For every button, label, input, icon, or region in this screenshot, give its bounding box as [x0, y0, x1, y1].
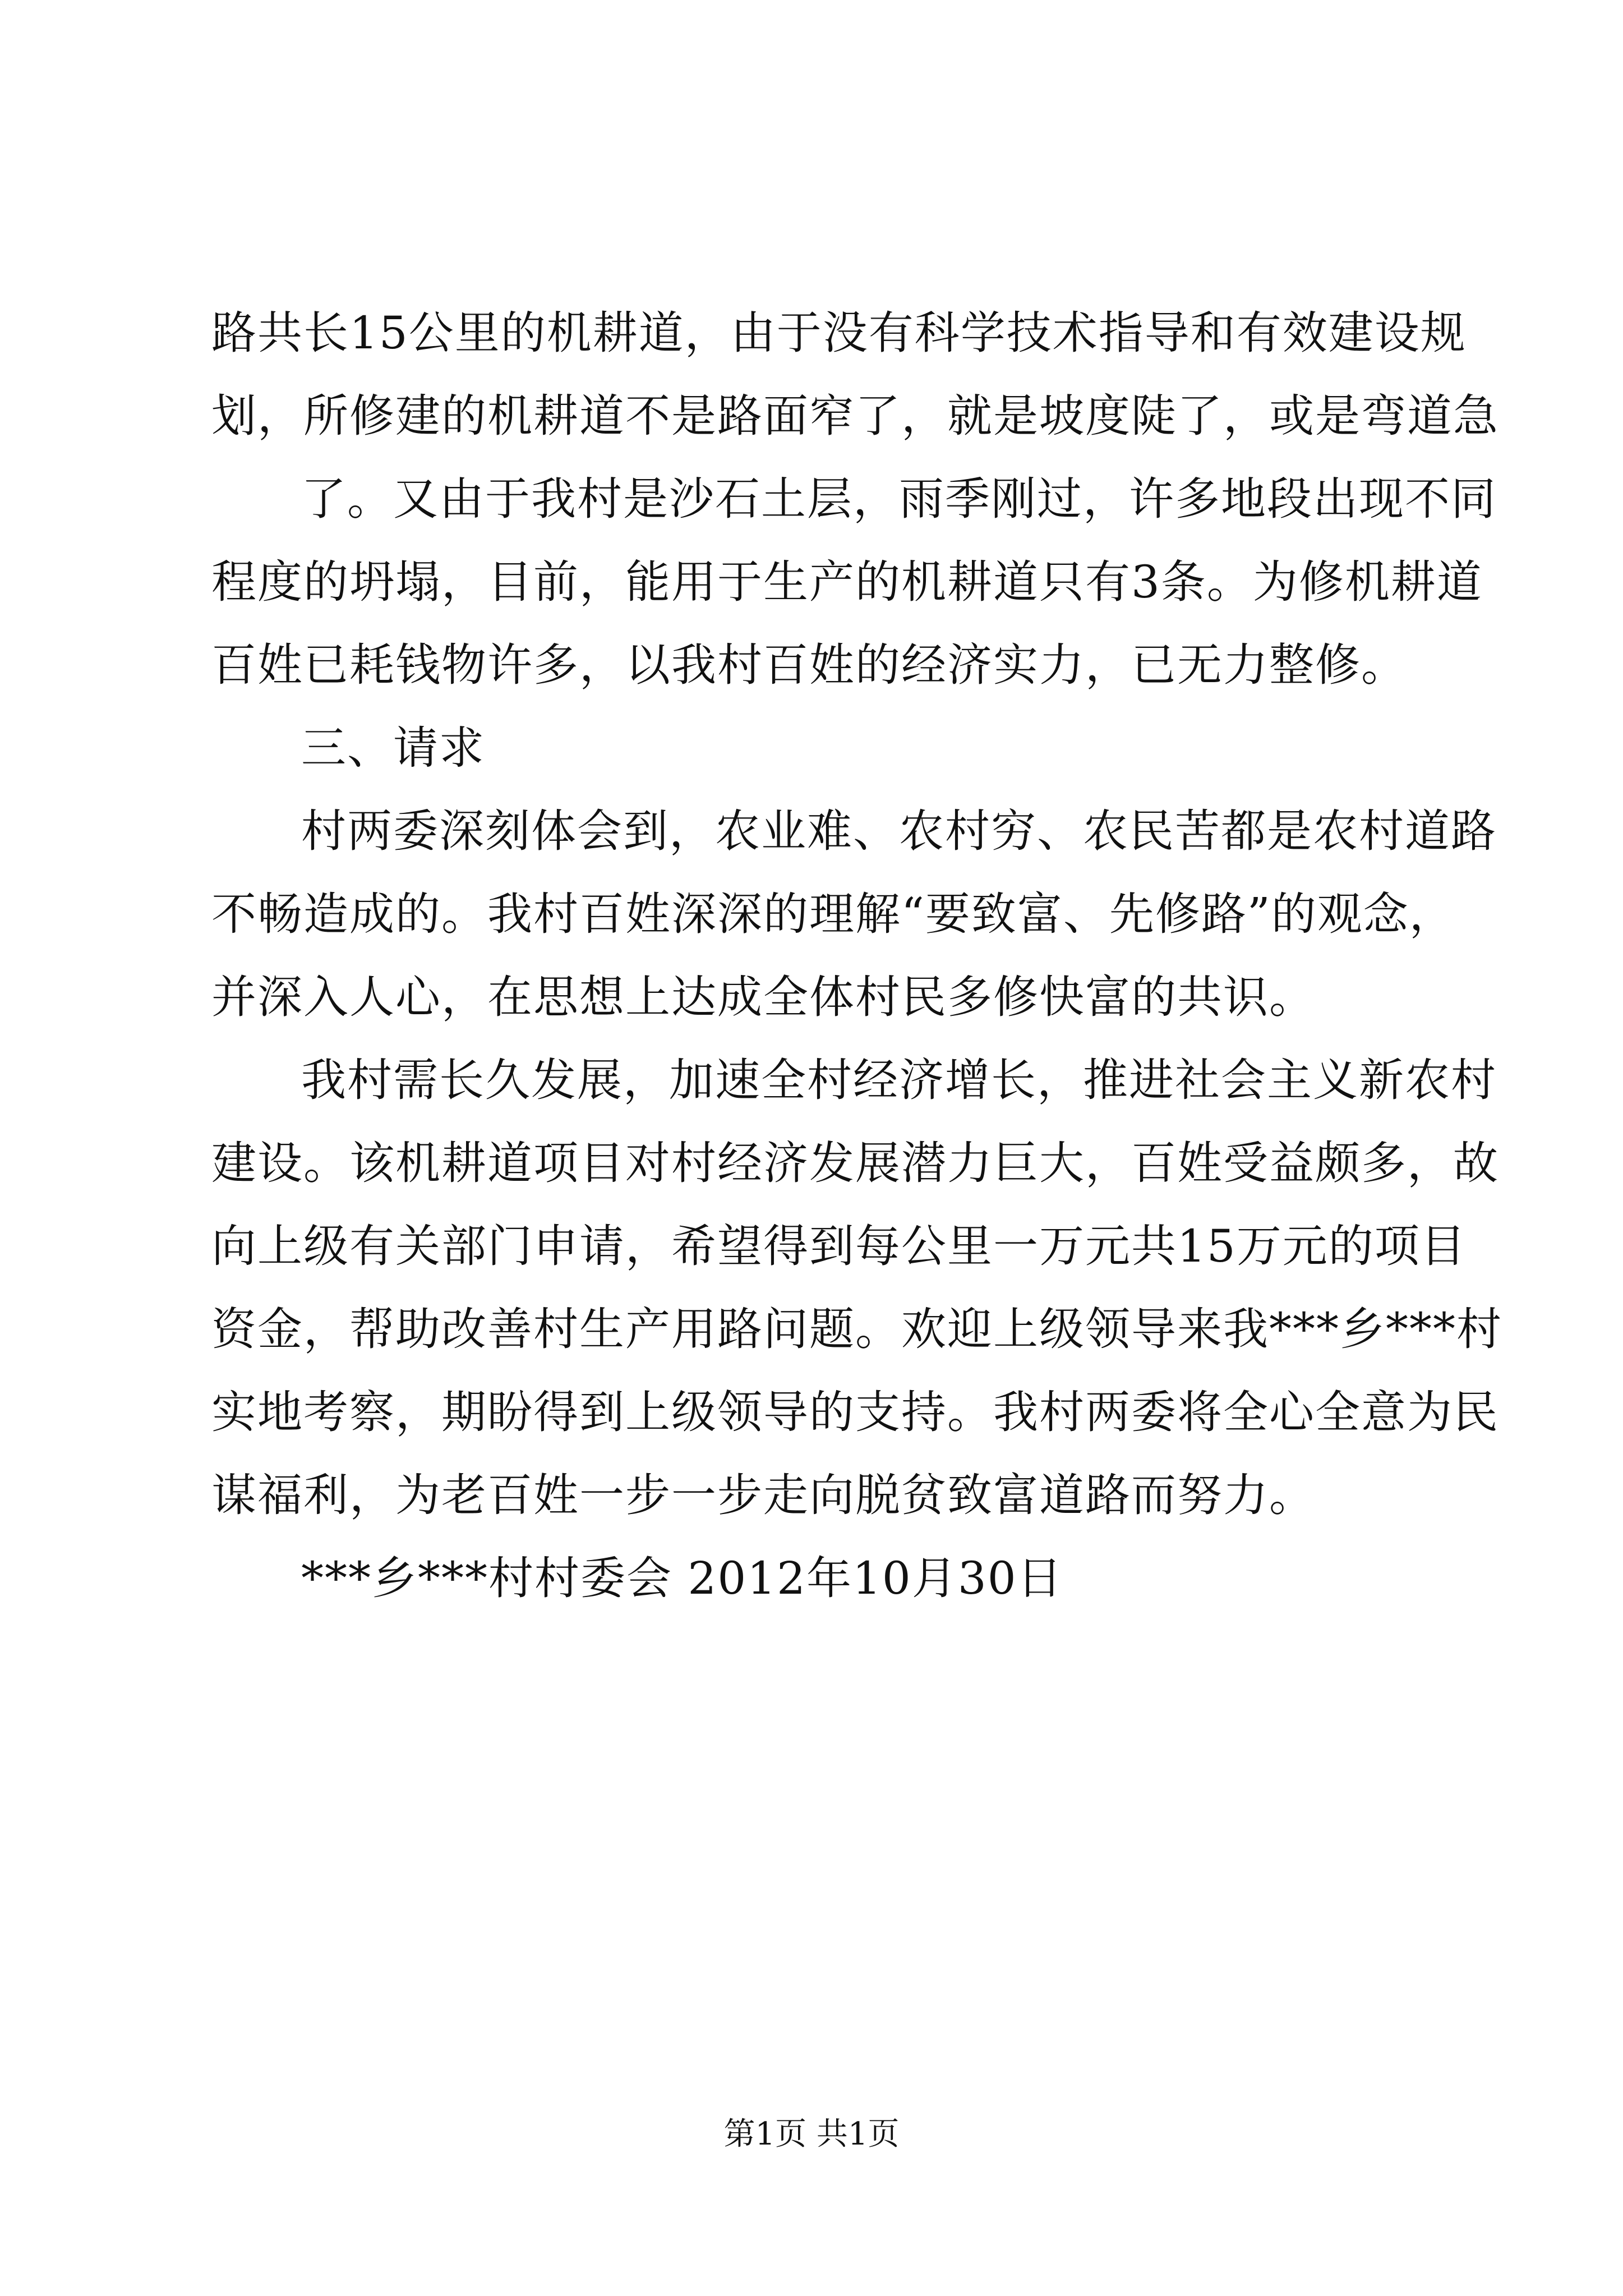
text-line: 村两委深刻体会到，农业难、农村穷、农民苦都是农村道路 [301, 805, 1497, 857]
text-line: 程度的坍塌，目前，能用于生产的机耕道只有3条。为修机耕道 [211, 556, 1483, 608]
text-line: 资金，帮助改善村生产用路问题。欢迎上级领导来我***乡***村 [211, 1303, 1502, 1355]
text-line: 建设。该机耕道项目对村经济发展潜力巨大，百姓受益颇多，故 [211, 1137, 1499, 1189]
page-footer: 第1页 共1页 [723, 2116, 900, 2152]
document-body [211, 292, 1502, 1620]
text-line: 我村需长久发展，加速全村经济增长，推进社会主义新农村 [301, 1054, 1497, 1106]
text-line: 不畅造成的。我村百姓深深的理解“要致富、先修路”的观念， [211, 888, 1455, 940]
text-line: 实地考察，期盼得到上级领导的支持。我村两委将全心全意为民 [211, 1386, 1499, 1438]
text-line: 三、请求 [301, 722, 485, 774]
text-line: 谋福利，为老百姓一步一步走向脱贫致富道路而努力。 [211, 1469, 1315, 1521]
text-line: 路共长15公里的机耕道，由于没有科学技术指导和有效建设规 [211, 307, 1467, 359]
text-line: ***乡***村村委会 2012年10月30日 [301, 1552, 1063, 1604]
text-line: 百姓已耗钱物许多，以我村百姓的经济实力，已无力整修。 [211, 639, 1407, 691]
text-line: 向上级有关部门申请，希望得到每公里一万元共15万元的项目 [211, 1220, 1467, 1272]
text-line: 并深入人心，在思想上达成全体村民多修快富的共识。 [211, 971, 1315, 1023]
text-line: 了。又由于我村是沙石土层，雨季刚过，许多地段出现不同 [301, 473, 1497, 525]
text-line: 划，所修建的机耕道不是路面窄了，就是坡度陡了，或是弯道急 [211, 390, 1499, 442]
